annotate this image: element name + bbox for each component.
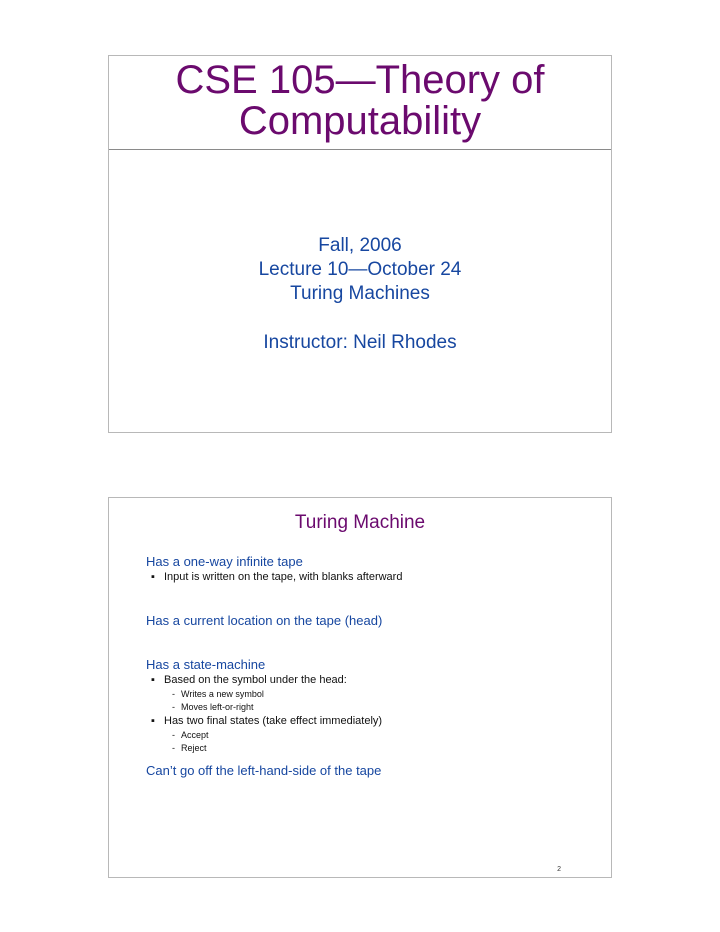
bullet-item: Has a one-way infinite tape: [146, 554, 303, 569]
slide-1-title-box: [109, 56, 611, 150]
instructor-line: Instructor: Neil Rhodes: [263, 332, 457, 353]
bullet-item: Has a current location on the tape (head): [146, 613, 383, 628]
bullet-item: Has a state-machine: [146, 657, 266, 672]
sub-sub-bullet-item: - Moves left-or-right: [146, 701, 591, 714]
slide-1-subtitle: [109, 234, 611, 355]
slide-2-content: [146, 554, 591, 779]
term-line: Fall, 2006: [318, 235, 402, 256]
sub-bullet-item: ▪ Input is written on the tape, with blanks afterward: [146, 570, 591, 585]
slide-2: [108, 497, 612, 878]
lecture-line: Lecture 10—October 24: [258, 259, 462, 280]
sub-sub-bullet-item: - Reject: [146, 742, 591, 755]
page-number: 2: [557, 866, 561, 873]
slide-1-title: CSE 105—Theory of Computability: [175, 58, 545, 143]
slide-1: [108, 55, 612, 433]
bullet-item: Can’t go off the left-hand-side of the tape: [146, 763, 382, 778]
sub-sub-bullet-item: - Writes a new symbol: [146, 688, 591, 701]
sub-bullet-item: ▪ Based on the symbol under the head:: [146, 673, 591, 688]
sub-sub-bullet-item: - Accept: [146, 729, 591, 742]
slide-2-title: Turing Machine: [294, 512, 426, 533]
topic-line: Turing Machines: [290, 283, 430, 304]
sub-bullet-item: ▪ Has two final states (take effect immediately): [146, 714, 591, 729]
